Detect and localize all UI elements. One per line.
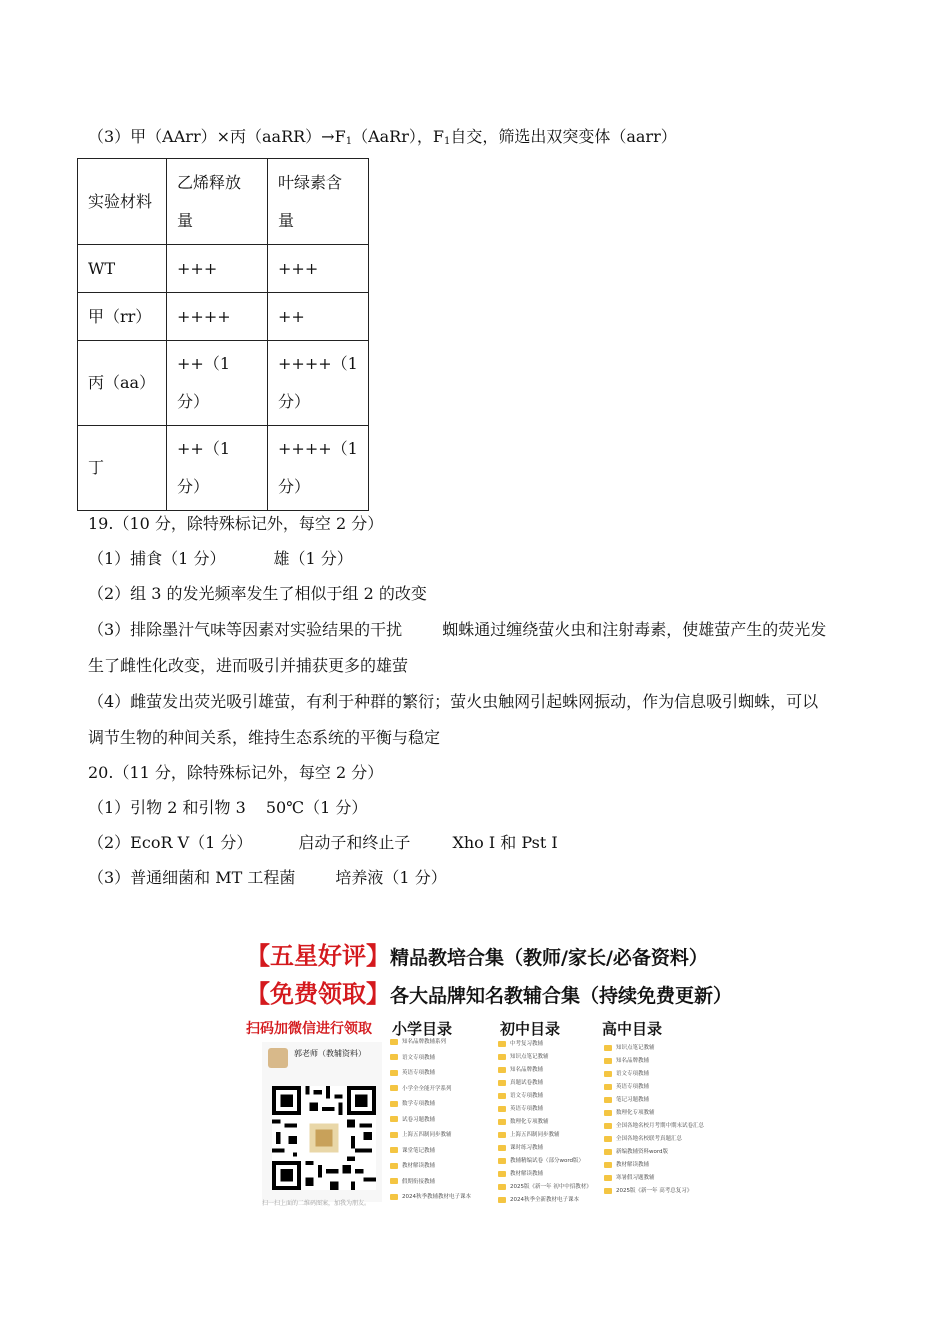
q20-title: 20.（11 分，除特殊标记外，每空 2 分） [88, 763, 384, 782]
promo-col-title-middle: 初中目录 [500, 1020, 561, 1038]
list-item[interactable]: 英语专项教辅 [498, 1105, 592, 1118]
folder-icon [498, 1054, 506, 1060]
high-folder-list [604, 1044, 704, 1200]
folder-icon [604, 1110, 612, 1116]
folder-icon [604, 1123, 612, 1129]
table-row [78, 245, 369, 293]
list-item[interactable]: 教辅精编试卷（部分word版） [498, 1157, 592, 1170]
table-header-cell: 乙烯释放 量 [167, 159, 268, 245]
list-item[interactable]: 上海五四制同步教辅 [390, 1131, 471, 1147]
q3-text-1: （3）甲（AArr）×丙（aaRR）→F [88, 127, 346, 146]
qr-code-icon[interactable] [272, 1086, 376, 1190]
folder-icon [604, 1058, 612, 1064]
folder-icon [498, 1093, 506, 1099]
promo-headline-2: 【免费领取】各大品牌知名教辅合集（持续免费更新） [246, 980, 733, 1008]
list-item[interactable]: 真题试卷教辅 [498, 1079, 592, 1092]
folder-icon [498, 1197, 506, 1203]
primary-folder-list [390, 1038, 471, 1209]
q3-subscript-1: 1 [345, 136, 353, 147]
folder-icon [390, 1147, 398, 1153]
table-cell: ++++（1 分） [268, 426, 369, 511]
folder-icon [498, 1041, 506, 1047]
list-item[interactable]: 课堂笔记教辅 [390, 1147, 471, 1163]
folder-icon [604, 1175, 612, 1181]
folder-icon [498, 1106, 506, 1112]
list-item[interactable]: 新编教辅资料word版 [604, 1148, 704, 1161]
folder-icon [498, 1119, 506, 1125]
promo-scan-text: 扫码加微信进行领取 [246, 1021, 372, 1037]
folder-icon [498, 1132, 506, 1138]
q20-answer-3: （3）普通细菌和 MT 工程菌 培养液（1 分） [88, 868, 447, 887]
folder-icon [604, 1149, 612, 1155]
q20-answer-2: （2）EcoR V（1 分） 启动子和终止子 Xho I 和 Pst I [88, 833, 558, 852]
promo-headline-1: 【五星好评】精品教培合集（教师/家长/必备资料） [246, 942, 708, 970]
list-item[interactable]: 试卷习题教辅 [390, 1116, 471, 1132]
list-item[interactable]: 数理化专项教辅 [604, 1109, 704, 1122]
table-cell: WT [78, 245, 167, 293]
scan-hint: 扫一扫上面的二维码图案，加我为朋友。 [262, 1200, 371, 1207]
list-item[interactable]: 知名品牌教辅 [498, 1066, 592, 1079]
table-cell: ++（1 分） [167, 426, 268, 511]
list-item[interactable]: 2024秋季全新教材电子课本 [498, 1196, 592, 1209]
folder-icon [390, 1132, 398, 1138]
folder-icon [604, 1084, 612, 1090]
table-cell: +++ [268, 245, 369, 293]
list-item[interactable]: 数学专项教辅 [390, 1100, 471, 1116]
list-item[interactable]: 课时练习教辅 [498, 1144, 592, 1157]
middle-folder-list [498, 1040, 592, 1209]
folder-icon [604, 1136, 612, 1142]
wechat-contact-card[interactable] [262, 1042, 382, 1202]
folder-icon [498, 1158, 506, 1164]
list-item[interactable]: 假期衔接教辅 [390, 1178, 471, 1194]
table-cell: ++++ [167, 293, 268, 341]
list-item[interactable]: 2024秋季教辅教材电子课本 [390, 1193, 471, 1209]
table-cell: 甲（rr） [78, 293, 167, 341]
table-header-cell: 实验材料 [78, 159, 167, 245]
table-cell: 丙（aa） [78, 341, 167, 426]
table-cell: ++（1 分） [167, 341, 268, 426]
folder-icon [604, 1045, 612, 1051]
folder-icon [498, 1145, 506, 1151]
promo-col-title-high: 高中目录 [602, 1020, 663, 1038]
q3-subscript-2: 1 [443, 136, 451, 147]
q3-answer-line [88, 127, 677, 152]
folder-icon [498, 1080, 506, 1086]
table-cell: 丁 [78, 426, 167, 511]
results-table [77, 158, 369, 511]
table-cell: +++ [167, 245, 268, 293]
table-cell: ++++（1 分） [268, 341, 369, 426]
folder-icon [390, 1163, 398, 1169]
list-item[interactable]: 笔记习题教辅 [604, 1096, 704, 1109]
table-header-cell: 叶绿素含 量 [268, 159, 369, 245]
list-item[interactable]: 数理化专项教辅 [498, 1118, 592, 1131]
folder-icon [390, 1054, 398, 1060]
table-cell: ++ [268, 293, 369, 341]
list-item[interactable]: 全国各地名校联考真题汇总 [604, 1135, 704, 1148]
q19-answer-4-cont: 调节生物的种间关系，维持生态系统的平衡与稳定 [88, 728, 441, 747]
list-item[interactable]: 英语专项教辅 [604, 1083, 704, 1096]
folder-icon [604, 1097, 612, 1103]
q19-answer-1: （1）捕食（1 分） 雄（1 分） [88, 549, 353, 568]
list-item[interactable]: 2025版《新一年 初中中招教材》 [498, 1183, 592, 1196]
list-item[interactable]: 小学全全能开学系列 [390, 1085, 471, 1101]
list-item[interactable]: 教材解读教辅 [498, 1170, 592, 1183]
folder-icon [604, 1162, 612, 1168]
list-item[interactable]: 知名品牌教辅 [604, 1057, 704, 1070]
q19-answer-3: （3）排除墨汁气味等因素对实验结果的干扰 蜘蛛通过缠绕萤火虫和注射毒素，使雄萤产生的荧光发 [88, 620, 827, 639]
table-row [78, 426, 369, 511]
avatar [268, 1048, 288, 1068]
folder-icon [390, 1070, 398, 1076]
list-item[interactable]: 全国各地名校月考期中期末试卷汇总 [604, 1122, 704, 1135]
list-item[interactable]: 寒暑假习题教辅 [604, 1174, 704, 1187]
folder-icon [498, 1067, 506, 1073]
folder-icon [498, 1184, 506, 1190]
q3-text-2: （AaRr），F [352, 127, 444, 146]
folder-icon [604, 1188, 612, 1194]
table-row [78, 341, 369, 426]
q19-answer-4: （4）雌萤发出荧光吸引雄萤，有利于种群的繁衍；萤火虫触网引起蛛网振动，作为信息吸引蜘蛛，可以 [88, 692, 819, 711]
folder-icon [390, 1039, 398, 1045]
folder-icon [390, 1101, 398, 1107]
list-item[interactable]: 知识点笔记教辅 [498, 1053, 592, 1066]
folder-icon [390, 1194, 398, 1200]
contact-name: 郭老师（教辅资料） [294, 1049, 366, 1058]
list-item[interactable]: 教材解读教辅 [604, 1161, 704, 1174]
list-item[interactable]: 中考复习教辅 [498, 1040, 592, 1053]
folder-icon [390, 1178, 398, 1184]
list-item[interactable]: 上海五四制同步教辅 [498, 1131, 592, 1144]
list-item[interactable]: 英语专项教辅 [390, 1069, 471, 1085]
table-header-row [78, 159, 369, 245]
folder-icon [390, 1116, 398, 1122]
q19-title: 19.（10 分，除特殊标记外，每空 2 分） [88, 514, 384, 533]
promo-banner[interactable] [246, 936, 733, 1210]
list-item[interactable]: 语文专项教辅 [604, 1070, 704, 1083]
folder-icon [498, 1171, 506, 1177]
list-item[interactable]: 知识点笔记教辅 [604, 1044, 704, 1057]
list-item[interactable]: 语文专项教辅 [498, 1092, 592, 1105]
promo-col-title-primary: 小学目录 [392, 1020, 453, 1038]
q3-text-3: 自交，筛选出双突变体（aarr） [450, 127, 677, 146]
q20-answer-1: （1）引物 2 和引物 3 50℃（1 分） [88, 798, 368, 817]
folder-icon [390, 1085, 398, 1091]
list-item[interactable]: 知名品牌教辅系列 [390, 1038, 471, 1054]
folder-icon [604, 1071, 612, 1077]
list-item[interactable]: 2025版《新一年 高考总复习》 [604, 1187, 704, 1200]
q19-answer-3-cont: 生了雌性化改变，进而吸引并捕获更多的雄萤 [88, 656, 409, 675]
list-item[interactable]: 语文专项教辅 [390, 1054, 471, 1070]
list-item[interactable]: 教材解读教辅 [390, 1162, 471, 1178]
q19-answer-2: （2）组 3 的发光频率发生了相似于组 2 的改变 [88, 584, 427, 603]
table-row [78, 293, 369, 341]
